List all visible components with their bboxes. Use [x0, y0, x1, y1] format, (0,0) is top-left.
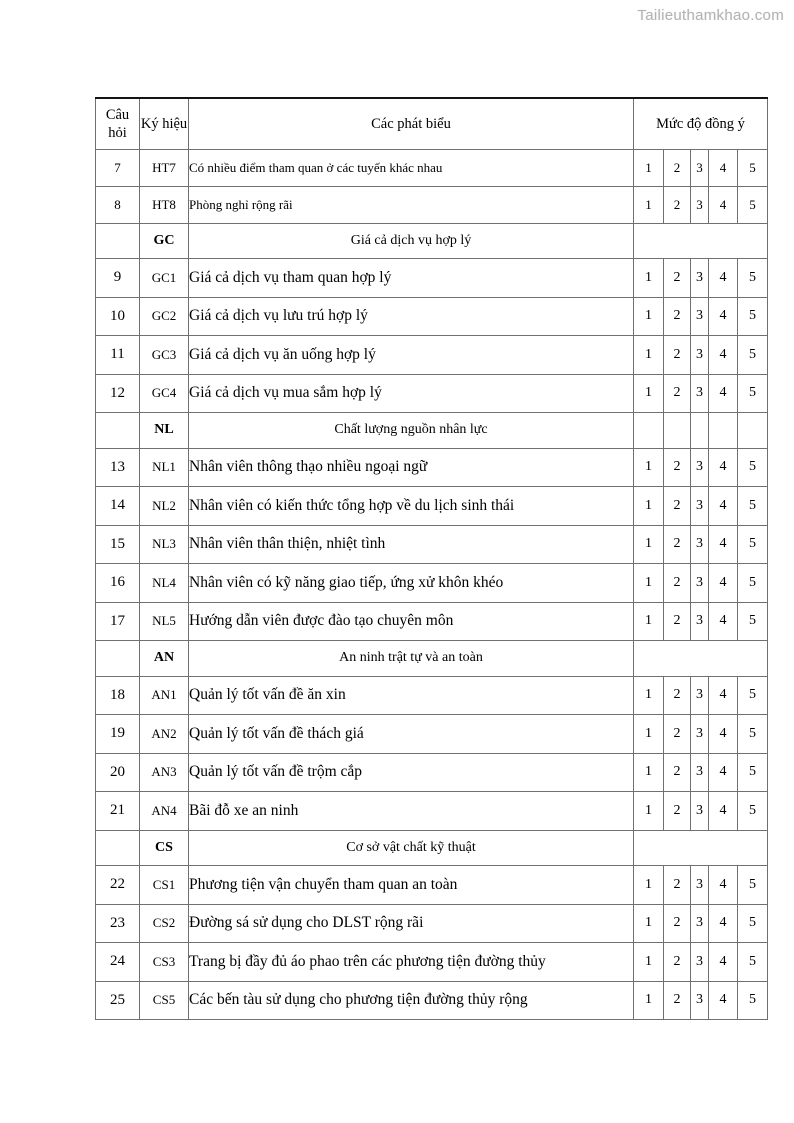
rating-option-2: 2	[664, 564, 691, 603]
section-row-AN	[96, 641, 768, 677]
question-row-17	[96, 602, 768, 641]
rating-option-2: 2	[664, 259, 691, 298]
rating-cell-empty	[738, 413, 768, 449]
question-row-7	[96, 149, 768, 186]
rating-option-3: 3	[691, 753, 709, 792]
rating-option-1: 1	[634, 753, 664, 792]
statement-text: Giá cả dịch vụ mua sắm hợp lý	[189, 374, 634, 413]
rating-option-1: 1	[634, 943, 664, 982]
section-code: AN	[140, 641, 189, 677]
rating-option-5: 5	[738, 943, 768, 982]
rating-option-1: 1	[634, 297, 664, 336]
rating-option-5: 5	[738, 297, 768, 336]
question-number: 19	[96, 715, 140, 754]
question-row-9	[96, 259, 768, 298]
section-title: Chất lượng nguồn nhân lực	[189, 413, 634, 449]
rating-option-4: 4	[709, 149, 738, 186]
rating-option-1: 1	[634, 792, 664, 831]
question-row-16	[96, 564, 768, 603]
question-number: 18	[96, 676, 140, 715]
section-title: Giá cả dịch vụ hợp lý	[189, 223, 634, 259]
rating-option-2: 2	[664, 715, 691, 754]
survey-table	[95, 97, 768, 1020]
rating-option-1: 1	[634, 715, 664, 754]
section-title: An ninh trật tự và an toàn	[189, 641, 634, 677]
question-row-24	[96, 943, 768, 982]
rating-option-4: 4	[709, 602, 738, 641]
rating-option-1: 1	[634, 602, 664, 641]
rating-option-1: 1	[634, 866, 664, 905]
rating-cells-merged-empty	[634, 641, 768, 677]
rating-option-2: 2	[664, 149, 691, 186]
rating-option-4: 4	[709, 297, 738, 336]
question-number: 25	[96, 981, 140, 1020]
question-number: 15	[96, 525, 140, 564]
statement-text: Phương tiện vận chuyển tham quan an toàn	[189, 866, 634, 905]
question-number: 9	[96, 259, 140, 298]
question-row-21	[96, 792, 768, 831]
question-code: NL4	[140, 564, 189, 603]
header-code: Ký hiệu	[140, 98, 189, 149]
statement-text: Có nhiều điểm tham quan ở các tuyến khác nhau	[189, 149, 634, 186]
statement-text: Nhân viên có kỹ năng giao tiếp, ứng xử khôn khéo	[189, 564, 634, 603]
question-code: NL3	[140, 525, 189, 564]
question-code: AN2	[140, 715, 189, 754]
rating-option-3: 3	[691, 676, 709, 715]
rating-option-4: 4	[709, 336, 738, 375]
statement-text: Các bến tàu sử dụng cho phương tiện đường thủy rộng	[189, 981, 634, 1020]
question-code: CS5	[140, 981, 189, 1020]
question-code: AN4	[140, 792, 189, 831]
table-header-row	[96, 98, 768, 149]
section-row-CS	[96, 830, 768, 866]
rating-option-3: 3	[691, 525, 709, 564]
rating-option-5: 5	[738, 525, 768, 564]
rating-option-5: 5	[738, 715, 768, 754]
statement-text: Phòng nghỉ rộng rãi	[189, 186, 634, 223]
question-number: 22	[96, 866, 140, 905]
question-row-11	[96, 336, 768, 375]
statement-text: Quản lý tốt vấn đề ăn xin	[189, 676, 634, 715]
rating-option-4: 4	[709, 676, 738, 715]
rating-option-3: 3	[691, 866, 709, 905]
question-row-19	[96, 715, 768, 754]
rating-option-3: 3	[691, 904, 709, 943]
rating-option-4: 4	[709, 715, 738, 754]
question-number-cell-empty	[96, 223, 140, 259]
question-code: GC1	[140, 259, 189, 298]
rating-option-5: 5	[738, 753, 768, 792]
rating-option-2: 2	[664, 676, 691, 715]
rating-option-3: 3	[691, 564, 709, 603]
section-row-GC	[96, 223, 768, 259]
rating-option-3: 3	[691, 487, 709, 526]
statement-text: Quản lý tốt vấn đề thách giá	[189, 715, 634, 754]
question-code: GC2	[140, 297, 189, 336]
question-code: CS2	[140, 904, 189, 943]
rating-option-4: 4	[709, 374, 738, 413]
question-number: 23	[96, 904, 140, 943]
rating-option-1: 1	[634, 149, 664, 186]
statement-text: Quản lý tốt vấn đề trộm cắp	[189, 753, 634, 792]
rating-option-1: 1	[634, 186, 664, 223]
question-number: 21	[96, 792, 140, 831]
rating-cell-empty	[691, 413, 709, 449]
rating-option-4: 4	[709, 259, 738, 298]
rating-option-1: 1	[634, 448, 664, 487]
question-row-25	[96, 981, 768, 1020]
question-row-22	[96, 866, 768, 905]
rating-option-5: 5	[738, 186, 768, 223]
rating-option-5: 5	[738, 866, 768, 905]
rating-option-2: 2	[664, 981, 691, 1020]
question-code: AN3	[140, 753, 189, 792]
rating-option-4: 4	[709, 981, 738, 1020]
rating-cell-empty	[709, 413, 738, 449]
question-row-14	[96, 487, 768, 526]
rating-option-2: 2	[664, 943, 691, 982]
rating-option-2: 2	[664, 525, 691, 564]
rating-option-3: 3	[691, 943, 709, 982]
rating-cells-merged-empty	[634, 830, 768, 866]
rating-option-1: 1	[634, 676, 664, 715]
rating-option-4: 4	[709, 564, 738, 603]
section-code: CS	[140, 830, 189, 866]
rating-option-2: 2	[664, 602, 691, 641]
rating-option-3: 3	[691, 715, 709, 754]
question-code: NL2	[140, 487, 189, 526]
rating-cell-empty	[664, 413, 691, 449]
question-number-cell-empty	[96, 413, 140, 449]
rating-option-3: 3	[691, 374, 709, 413]
rating-option-4: 4	[709, 186, 738, 223]
rating-option-5: 5	[738, 564, 768, 603]
question-row-13	[96, 448, 768, 487]
question-row-18	[96, 676, 768, 715]
header-question-number: Câu hỏi	[96, 98, 140, 149]
rating-option-2: 2	[664, 297, 691, 336]
rating-option-4: 4	[709, 448, 738, 487]
section-row-NL	[96, 413, 768, 449]
rating-option-2: 2	[664, 792, 691, 831]
section-title: Cơ sở vật chất kỹ thuật	[189, 830, 634, 866]
question-row-23	[96, 904, 768, 943]
question-code: NL5	[140, 602, 189, 641]
rating-option-1: 1	[634, 904, 664, 943]
rating-option-5: 5	[738, 448, 768, 487]
rating-option-3: 3	[691, 297, 709, 336]
section-code: NL	[140, 413, 189, 449]
rating-option-2: 2	[664, 374, 691, 413]
rating-option-4: 4	[709, 943, 738, 982]
rating-option-5: 5	[738, 374, 768, 413]
rating-option-3: 3	[691, 259, 709, 298]
rating-option-1: 1	[634, 487, 664, 526]
question-number-cell-empty	[96, 830, 140, 866]
statement-text: Nhân viên có kiến thức tổng hợp về du lịch sinh thái	[189, 487, 634, 526]
question-number: 11	[96, 336, 140, 375]
question-code: NL1	[140, 448, 189, 487]
rating-option-1: 1	[634, 981, 664, 1020]
question-number-cell-empty	[96, 641, 140, 677]
rating-option-1: 1	[634, 525, 664, 564]
question-number: 12	[96, 374, 140, 413]
rating-cell-empty	[634, 413, 664, 449]
rating-option-3: 3	[691, 336, 709, 375]
rating-cells-merged-empty	[634, 223, 768, 259]
question-row-12	[96, 374, 768, 413]
question-code: CS3	[140, 943, 189, 982]
header-statement: Các phát biểu	[189, 98, 634, 149]
rating-option-5: 5	[738, 259, 768, 298]
rating-option-1: 1	[634, 374, 664, 413]
rating-option-1: 1	[634, 259, 664, 298]
rating-option-3: 3	[691, 186, 709, 223]
rating-option-1: 1	[634, 336, 664, 375]
rating-option-5: 5	[738, 149, 768, 186]
question-number: 8	[96, 186, 140, 223]
rating-option-2: 2	[664, 904, 691, 943]
rating-option-5: 5	[738, 602, 768, 641]
statement-text: Trang bị đầy đủ áo phao trên các phương tiện đường thủy	[189, 943, 634, 982]
rating-option-5: 5	[738, 904, 768, 943]
rating-option-3: 3	[691, 981, 709, 1020]
question-row-8	[96, 186, 768, 223]
rating-option-5: 5	[738, 676, 768, 715]
rating-option-2: 2	[664, 186, 691, 223]
rating-option-1: 1	[634, 564, 664, 603]
rating-option-4: 4	[709, 866, 738, 905]
watermark-text: Tailieuthamkhao.com	[637, 7, 784, 24]
question-number: 20	[96, 753, 140, 792]
question-number: 17	[96, 602, 140, 641]
rating-option-4: 4	[709, 525, 738, 564]
question-number: 14	[96, 487, 140, 526]
statement-text: Giá cả dịch vụ tham quan hợp lý	[189, 259, 634, 298]
statement-text: Đường sá sử dụng cho DLST rộng rãi	[189, 904, 634, 943]
question-number: 10	[96, 297, 140, 336]
rating-option-4: 4	[709, 792, 738, 831]
header-rating-scale: Mức độ đồng ý	[634, 98, 768, 149]
question-number: 24	[96, 943, 140, 982]
rating-option-2: 2	[664, 866, 691, 905]
rating-option-2: 2	[664, 448, 691, 487]
question-row-20	[96, 753, 768, 792]
question-number: 16	[96, 564, 140, 603]
question-row-15	[96, 525, 768, 564]
question-code: CS1	[140, 866, 189, 905]
rating-option-3: 3	[691, 448, 709, 487]
question-code: GC3	[140, 336, 189, 375]
rating-option-5: 5	[738, 792, 768, 831]
statement-text: Nhân viên thông thạo nhiều ngoại ngữ	[189, 448, 634, 487]
rating-option-3: 3	[691, 792, 709, 831]
rating-option-5: 5	[738, 981, 768, 1020]
question-code: AN1	[140, 676, 189, 715]
rating-option-2: 2	[664, 487, 691, 526]
section-code: GC	[140, 223, 189, 259]
rating-option-5: 5	[738, 487, 768, 526]
rating-option-3: 3	[691, 602, 709, 641]
question-code: GC4	[140, 374, 189, 413]
statement-text: Bãi đỗ xe an ninh	[189, 792, 634, 831]
rating-option-4: 4	[709, 904, 738, 943]
statement-text: Giá cả dịch vụ ăn uống hợp lý	[189, 336, 634, 375]
question-code: HT7	[140, 149, 189, 186]
table-body	[96, 149, 768, 1020]
question-number: 7	[96, 149, 140, 186]
question-code: HT8	[140, 186, 189, 223]
statement-text: Hướng dẫn viên được đào tạo chuyên môn	[189, 602, 634, 641]
rating-option-4: 4	[709, 753, 738, 792]
question-row-10	[96, 297, 768, 336]
statement-text: Giá cả dịch vụ lưu trú hợp lý	[189, 297, 634, 336]
rating-option-2: 2	[664, 336, 691, 375]
statement-text: Nhân viên thân thiện, nhiệt tình	[189, 525, 634, 564]
rating-option-2: 2	[664, 753, 691, 792]
rating-option-3: 3	[691, 149, 709, 186]
question-number: 13	[96, 448, 140, 487]
rating-option-5: 5	[738, 336, 768, 375]
rating-option-4: 4	[709, 487, 738, 526]
